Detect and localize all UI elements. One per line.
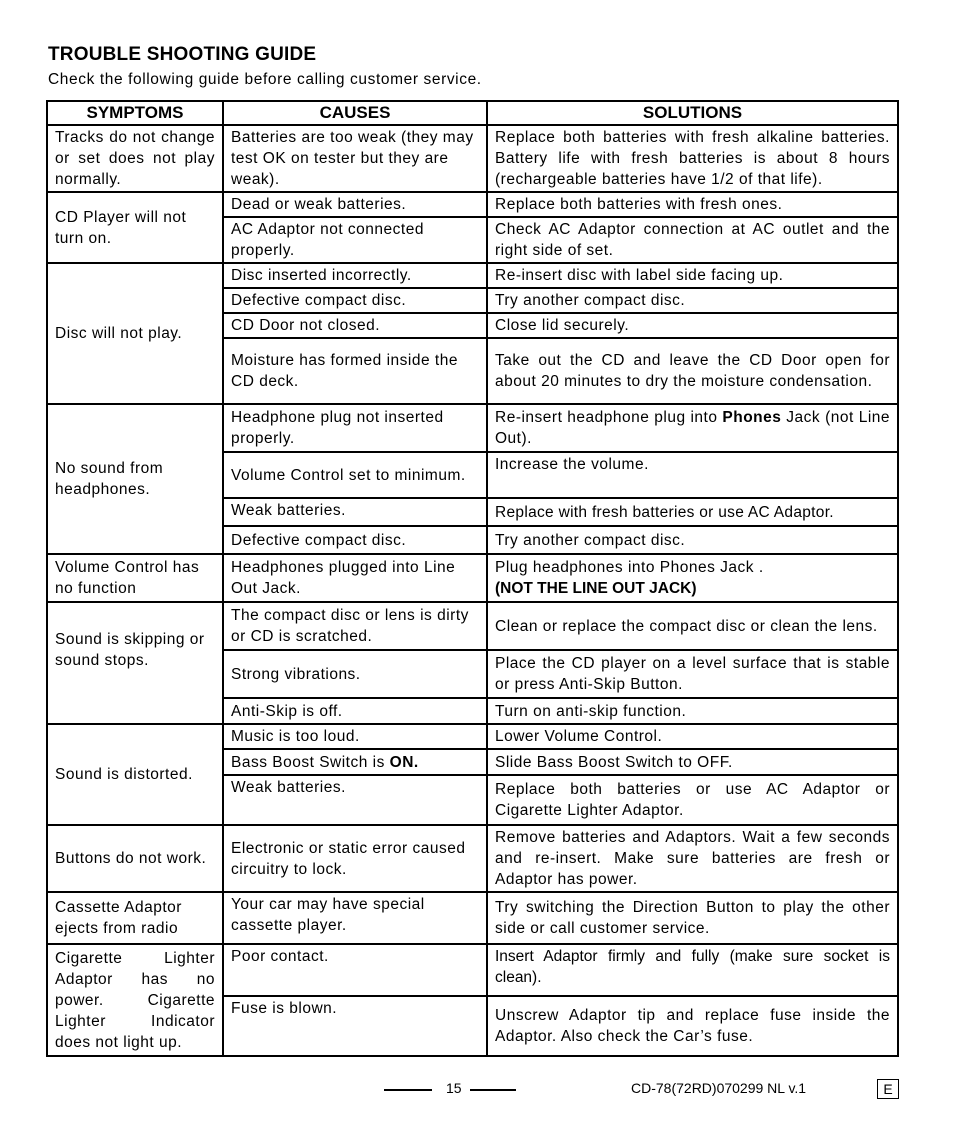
table-row xyxy=(47,944,898,996)
symptom-cell: No sound from headphones. xyxy=(47,404,223,554)
symptom-cell: Disc will not play. xyxy=(47,263,223,404)
cause-cell: Poor contact. xyxy=(223,944,487,996)
solution-cell: Place the CD player on a level surface that is stable or press Anti-Skip Button. xyxy=(487,650,898,698)
table-row xyxy=(47,125,898,192)
solution-cell: Remove batteries and Adaptors. Wait a few seconds and re-insert. Make sure batteries are fresh or Adaptor has power. xyxy=(487,825,898,892)
cause-cell: Disc inserted incorrectly. xyxy=(223,263,487,288)
solution-cell: Replace both batteries or use AC Adaptor or Cigarette Lighter Adaptor. xyxy=(487,775,898,825)
cause-cell: Weak batteries. xyxy=(223,498,487,526)
solution-text: Jack (not Line Out). xyxy=(495,409,891,447)
cause-cell: Volume Control set to minimum. xyxy=(223,452,487,498)
cause-cell: Your car may have special cassette player. xyxy=(223,892,487,944)
cause-cell: Defective compact disc. xyxy=(223,288,487,313)
solution-text: Re-insert headphone plug into xyxy=(495,409,723,426)
symptom-cell: Cassette Adaptor ejects from radio xyxy=(47,892,223,944)
page-title: TROUBLE SHOOTING GUIDE xyxy=(48,44,317,65)
cause-cell: Moisture has formed inside the CD deck. xyxy=(223,338,487,404)
solution-cell: Try switching the Direction Button to play the other side or call customer service. xyxy=(487,892,898,944)
cause-cell: AC Adaptor not connected properly. xyxy=(223,217,487,263)
table-header-row xyxy=(47,101,898,125)
cause-cell: Weak batteries. xyxy=(223,775,487,825)
symptom-cell: Tracks do not change or set does not play normally. xyxy=(47,125,223,192)
solution-cell: Slide Bass Boost Switch to OFF. xyxy=(487,749,898,775)
table-row xyxy=(47,192,898,217)
cause-cell: Music is too loud. xyxy=(223,724,487,749)
symptom-cell: Buttons do not work. xyxy=(47,825,223,892)
solution-cell: Take out the CD and leave the CD Door open for about 20 minutes to dry the moisture condensation. xyxy=(487,338,898,404)
table-row xyxy=(47,404,898,452)
cause-cell: Headphones plugged into Line Out Jack. xyxy=(223,554,487,602)
solution-cell: Lower Volume Control. xyxy=(487,724,898,749)
solution-cell: Clean or replace the compact disc or clean the lens. xyxy=(487,602,898,650)
column-header-causes: CAUSES xyxy=(223,101,487,125)
page-subtitle: Check the following guide before calling customer service. xyxy=(48,71,482,88)
symptom-cell: CD Player will not turn on. xyxy=(47,192,223,263)
page-footer xyxy=(0,1076,954,1100)
column-header-solutions: SOLUTIONS xyxy=(487,101,898,125)
solution-cell: Re-insert disc with label side facing up. xyxy=(487,263,898,288)
solution-cell: Unscrew Adaptor tip and replace fuse inside the Adaptor. Also check the Car’s fuse. xyxy=(487,996,898,1056)
solution-cell: Replace both batteries with fresh alkaline batteries. Battery life with fresh batteries is about 8 hours (rechargeable batteries have 1/2 of that life). xyxy=(487,125,898,192)
solution-text: Plug headphones into Phones Jack . xyxy=(495,559,764,576)
symptom-cell: Volume Control has no function xyxy=(47,554,223,602)
solution-cell: Check AC Adaptor connection at AC outlet and the right side of set. xyxy=(487,217,898,263)
solution-cell: Increase the volume. xyxy=(487,452,898,498)
solution-cell xyxy=(487,404,898,452)
cause-cell: Batteries are too weak (they may test OK on tester but they are weak). xyxy=(223,125,487,192)
document-code: CD-78(72RD)070299 NL v.1 xyxy=(631,1080,807,1096)
cause-text: Bass Boost Switch is xyxy=(231,753,390,771)
solution-cell: Turn on anti-skip function. xyxy=(487,698,898,724)
cause-cell xyxy=(223,749,487,775)
cause-cell: Fuse is blown. xyxy=(223,996,487,1056)
table-row xyxy=(47,554,898,602)
on-emphasis: ON. xyxy=(389,753,419,771)
symptom-cell: Cigarette Lighter Adaptor has no power. Cigarette Lighter Indicator does not light up. xyxy=(47,944,223,1056)
solution-cell: Close lid securely. xyxy=(487,313,898,338)
cause-cell: Headphone plug not inserted properly. xyxy=(223,404,487,452)
table-row xyxy=(47,825,898,892)
cause-cell: Anti-Skip is off. xyxy=(223,698,487,724)
solution-cell: Try another compact disc. xyxy=(487,288,898,313)
solution-cell: Insert Adaptor firmly and fully (make sure socket is clean). xyxy=(487,944,898,996)
cause-cell: Defective compact disc. xyxy=(223,526,487,554)
symptom-cell: Sound is distorted. xyxy=(47,724,223,825)
language-badge: E xyxy=(877,1079,899,1099)
phones-emphasis: Phones xyxy=(722,409,782,426)
solution-cell xyxy=(487,554,898,602)
table-row xyxy=(47,263,898,288)
cause-cell: CD Door not closed. xyxy=(223,313,487,338)
cause-cell: Strong vibrations. xyxy=(223,650,487,698)
table-row xyxy=(47,602,898,650)
column-header-symptoms: SYMPTOMS xyxy=(47,101,223,125)
cause-cell: The compact disc or lens is dirty or CD is scratched. xyxy=(223,602,487,650)
cause-cell: Electronic or static error caused circuitry to lock. xyxy=(223,825,487,892)
page-number: 15 xyxy=(446,1080,462,1096)
not-line-out-emphasis: (NOT THE LINE OUT JACK) xyxy=(495,580,697,597)
footer-rule-left xyxy=(384,1089,432,1091)
symptom-cell: Sound is skipping or sound stops. xyxy=(47,602,223,724)
footer-rule-right xyxy=(470,1089,516,1091)
solution-cell: Replace both batteries with fresh ones. xyxy=(487,192,898,217)
table-row xyxy=(47,892,898,944)
troubleshooting-table xyxy=(46,100,899,1057)
cause-cell: Dead or weak batteries. xyxy=(223,192,487,217)
table-row xyxy=(47,724,898,749)
solution-cell: Try another compact disc. xyxy=(487,526,898,554)
solution-cell: Replace with fresh batteries or use AC Adaptor. xyxy=(487,498,898,526)
